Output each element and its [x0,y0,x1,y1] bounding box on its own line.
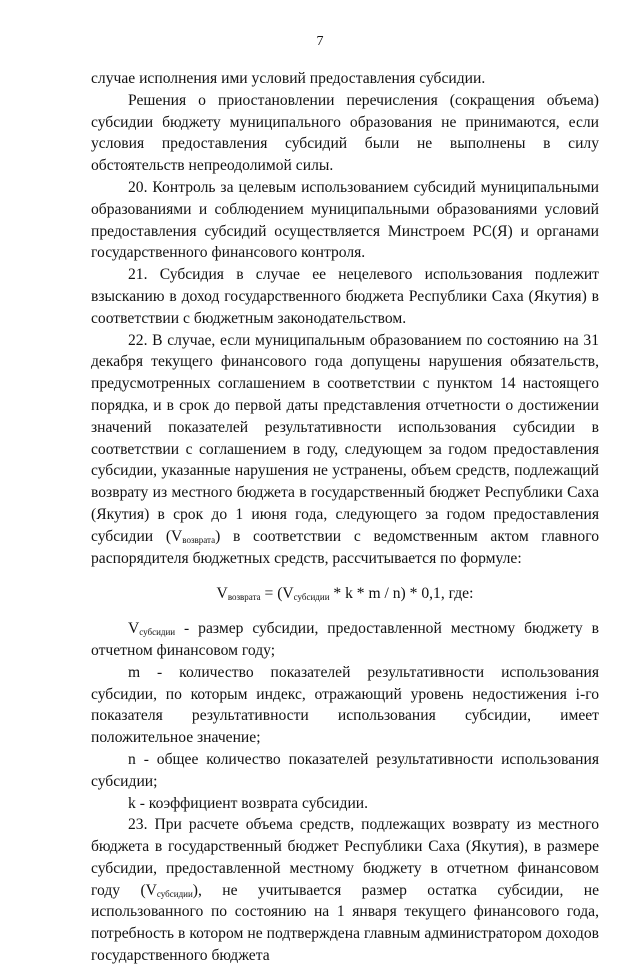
definition-k: k - коэффициент возврата субсидии. [128,794,369,812]
v-return-subscript: возврата [182,534,216,545]
paragraph-22-text-b: ) в соответствии с ведомственным актом главного распорядителя бюджетных средств, рассчитывается по формуле: [91,527,600,567]
formula-mid: = (V [260,585,294,603]
document-body [91,68,599,967]
definition-v-text: - размер субсидии, предоставленной местному бюджету в отчетном финансовом году; [91,620,599,659]
formula-rest: * k * m / n) * 0,1, где: [329,585,474,603]
definition-n: n - общее количество показателей результативности использования субсидии; [91,750,599,790]
paragraph-23-text-a: 23. При расчете объема средств, подлежащих возврату из местного бюджета в государственный бюджет Республики Саха (Якутия), в размере субсидии, предоставленной местному бюджету в отчетном финансовом году (V [91,816,599,899]
paragraph-23 [91,814,599,967]
formula-lhs-subscript: возврата [227,592,261,603]
definition-v-symbol: V [128,620,140,638]
definition-m: m - количество показателей результативности использования субсидии, по которым индекс, отражающий уровень недостижения i-го показателя результативности использования субсидии, имеет положительное значение; [91,663,599,747]
paragraph-23-subscript: субсидии [156,888,193,899]
paragraph-22 [91,330,599,570]
paragraph-decisions: Решения о приостановлении перечисления (сокращения объема) субсидии бюджету муниципального образования не принимаются, если условия предоставления субсидий были не выполнены в силу обстоятельств непреодолимой силы. [91,91,599,175]
definition-v-subsidy [91,618,599,662]
paragraph-23-text-b: ), не учитывается размер остатка субсидии, не использованного по состоянию на 1 января текущего финансового года, потребность в котором не подтверждена главным администратором доходов государственного бюджета [91,881,599,965]
paragraph-21: 21. Субсидия в случае ее нецелевого использования подлежит взысканию в доход государственного бюджета Республики Саха (Якутия) в соответствии с бюджетным законодательством. [91,266,599,327]
formula [91,583,599,605]
formula-mid-subscript: субсидии [293,592,330,603]
page-number: 7 [316,34,324,49]
paragraph-22-text-a: 22. В случае, если муниципальным образованием по состоянию на 31 декабря текущего финансового года допущены нарушения обязательств, предусмотренных соглашением в соответствии с пунктом 14 настоящего порядка, и в срок до первой даты представления отчетности о достижении значений показателей результативности использования субсидии в соответствии с соглашением в году, следующем за годом предоставления субсидии, указанные нарушения не устранены, объем средств, подлежащий возврату из местного бюджета в государственный бюджет Республики Саха (Якутия) в срок до 1 июня года, следующего за годом предоставления субсидии (V [91,331,599,545]
definition-v-subscript: субсидии [139,627,176,638]
paragraph-20: 20. Контроль за целевым использованием субсидий муниципальными образованиями и соблюдением муниципальными образованиями условий предоставления субсидий осуществляется Минстроем РС(Я) и органами государственного финансового контроля. [91,178,599,262]
formula-lhs: V [216,585,228,603]
paragraph-continuation: случае исполнения ими условий предоставления субсидии. [91,70,486,87]
